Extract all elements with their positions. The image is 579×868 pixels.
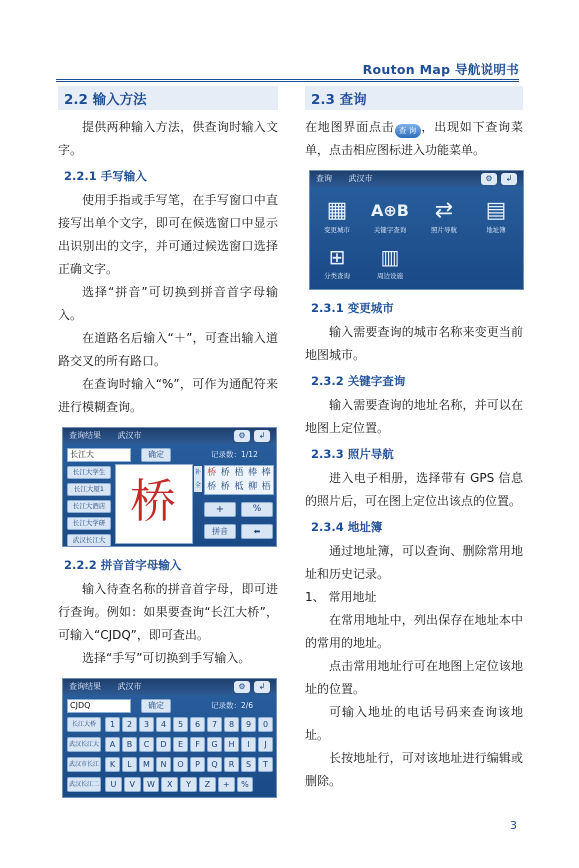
candidate-char[interactable]: 梧 [261,482,271,492]
screenshot-query-menu [309,170,524,290]
page-number: 3 [510,819,517,832]
screenshot-city: 武汉市 [117,431,142,440]
percent-button[interactable]: % [241,502,273,517]
result-item[interactable]: 长江大学生 [67,466,111,479]
address-book-item[interactable] [476,197,516,234]
right-column [305,86,523,793]
keyboard-key[interactable]: T [258,757,273,772]
keyboard-row [105,757,273,772]
paragraph: 在道路名后输入“＋”，可查出输入道路交叉的所有路口。 [58,331,278,368]
screenshot-pinyin-input [62,678,277,798]
result-item[interactable]: 长江大厦1 [67,483,111,496]
candidate-char[interactable]: 桥 [220,482,230,492]
paragraph: 输入需要查询的地址名称，并可以在地图上定位置。 [305,398,523,435]
paragraph: 选择“拼音”可切换到拼音首字母输入。 [58,285,278,322]
keyboard-key[interactable]: J [258,737,273,752]
handwritten-character: 桥 [130,474,176,528]
keyboard-key[interactable]: O [173,757,188,772]
keyboard-key[interactable]: 4 [156,717,171,732]
left-column [58,86,278,808]
subsection-title-change-city: 2.3.1 变更城市 [311,301,394,315]
keyboard-key[interactable]: 8 [224,717,239,732]
search-input[interactable]: 长江大 [67,448,131,462]
subsection-title-photo: 2.3.3 照片导航 [311,447,394,461]
result-item[interactable]: 武汉长江大 [67,737,101,752]
paragraph: 选择“手写”可切换到手写输入。 [82,651,251,665]
list-item-heading: 1、 常用地址 [305,590,377,604]
settings-icon[interactable]: ⚙ [234,430,250,442]
section-title-input-methods: 2.2 输入方法 [58,86,278,110]
result-item[interactable]: 武汉长江二 [67,777,101,792]
candidate-char[interactable]: 棒 [261,468,271,478]
keyboard-key[interactable]: H [224,737,239,752]
keyboard-key[interactable]: F [190,737,205,752]
keyboard-key[interactable]: B [122,737,137,752]
paragraph: 在查询时输入“%”，可作为通配符来进行模糊查询。 [58,377,278,414]
nearby-facilities-item[interactable] [368,243,412,280]
candidate-char[interactable]: 梧 [234,468,244,478]
intro-text-a: 在地图界面点击 [305,120,395,134]
photo-navigation-item[interactable] [422,197,466,234]
subsection-title-keyword: 2.3.2 关键字查询 [311,374,406,388]
paragraph [305,116,523,162]
keyword-search-icon: A⊕B [371,201,409,220]
menu-item-label: 关键字查询 [373,226,407,234]
menu-item-label: 分类查询 [324,272,350,280]
keyboard-row [105,777,273,792]
result-item[interactable]: 长江大桥 [67,717,101,732]
paragraph: 长按地址行，可对该地址进行编辑或删除。 [305,751,523,788]
record-count [211,449,258,460]
paragraph: 可输入地址的电话号码来查询该地址。 [305,705,523,742]
screenshot-city: 武汉市 [348,174,373,183]
plus-button[interactable]: + [204,502,236,517]
category-search-item[interactable] [318,243,356,280]
paragraph: 输入待查名称的拼音首字母，即可进行查询。例如：如果要查询“长江大桥”，可输入“CJDQ”，即可查出。 [58,582,278,642]
result-item[interactable]: 长江大酒店 [67,500,111,513]
query-button-icon: 查 询 [395,124,421,138]
keyboard-key[interactable]: C [139,737,154,752]
header-rule [56,79,519,82]
screenshot-title: 查询 [316,174,332,183]
paragraph: 通过地址簿，可以查询、删除常用地址和历史记录。 [305,544,523,581]
screenshot-titlebar [63,428,276,444]
keyboard-key[interactable]: % [237,777,254,792]
candidate-char[interactable]: 桥 [207,482,217,492]
candidate-char[interactable]: 柳 [248,482,258,492]
keyboard-key[interactable]: Q [207,757,222,772]
candidate-char[interactable]: 棒 [248,468,258,478]
screenshot-titlebar [310,171,523,187]
keyboard-key[interactable]: Z [199,777,216,792]
keyboard-key[interactable]: P [190,757,205,772]
record-count [211,700,253,711]
paragraph: 点击常用地址行可在地图上定位该地址的位置。 [305,659,523,696]
keyboard-key[interactable]: M [139,757,154,772]
return-icon[interactable]: ↲ [501,173,517,185]
keyboard-key[interactable]: 0 [258,717,273,732]
confirm-button[interactable]: 确定 [141,699,171,713]
subsection-title-address-book: 2.3.4 地址簿 [311,520,383,534]
search-input[interactable]: CJDQ [67,699,131,713]
keyword-search-item[interactable] [368,197,412,234]
keyboard-key[interactable]: N [156,757,171,772]
candidate-window [204,465,274,495]
confirm-button[interactable]: 确定 [141,448,171,462]
keyboard-key[interactable]: E [173,737,188,752]
settings-icon[interactable]: ⚙ [481,173,497,185]
intro-text-b: ，出现如下查询菜单，点击相应图标进入功能菜单。 [305,120,523,157]
screenshot-title: 查询结果 [69,682,101,691]
menu-item-label: 周边设施 [377,272,403,280]
menu-item-label: 变更城市 [324,226,350,234]
result-list [67,466,111,547]
keyboard-key[interactable]: Y [180,777,197,792]
keyboard-key[interactable]: R [224,757,239,772]
city-grid-icon: ▦ [326,198,348,223]
keyboard-key[interactable]: I [241,737,256,752]
record-count-label: 记录数： [211,450,241,459]
backspace-icon[interactable]: ⬅ [241,524,273,539]
result-item[interactable]: 武汉长江大 [67,534,111,547]
pinyin-keyboard [105,717,273,797]
keyboard-key[interactable]: V [124,777,141,792]
candidate-side-label: 补全 [194,466,202,492]
keyboard-key[interactable]: 5 [173,717,188,732]
paragraph: 提供两种输入方法，供查询时输入文字。 [58,120,278,157]
menu-item-label: 地址簿 [486,226,506,234]
keyboard-key[interactable]: + [218,777,235,792]
change-city-item[interactable] [318,197,356,234]
keyboard-key[interactable]: 9 [241,717,256,732]
paragraph: 输入需要查询的城市名称来变更当前地图城市。 [305,325,523,362]
keyboard-key[interactable]: 7 [207,717,222,732]
keyboard-key[interactable]: A [105,737,120,752]
keyboard-key[interactable]: X [161,777,178,792]
return-icon[interactable]: ↲ [254,681,270,693]
screenshot-handwriting-input [62,427,277,547]
subsection-title-pinyin: 2.2.2 拼音首字母输入 [64,558,182,572]
result-list [67,717,101,797]
keyboard-key[interactable]: 1 [105,717,120,732]
result-item[interactable]: 长江大学研 [67,517,111,530]
record-count-label: 记录数： [211,701,241,710]
photo-navigation-icon: ⇄ [434,198,454,223]
result-item[interactable]: 武汉市长江 [67,757,101,772]
address-book-icon: ▤ [485,198,507,223]
handwriting-pad[interactable] [115,464,193,544]
keyboard-key[interactable]: S [241,757,256,772]
paragraph: 进入电子相册，选择带有 GPS 信息的照片后，可在图上定位出该点的位置。 [305,471,523,508]
screenshot-title: 查询结果 [69,431,101,440]
menu-item-label: 照片导航 [431,226,457,234]
keyboard-key[interactable]: 2 [122,717,137,732]
keyboard-key[interactable]: 6 [190,717,205,732]
category-search-icon: ⊞ [328,245,346,269]
page-header [56,58,519,80]
record-count-value: 1/12 [241,450,258,459]
paragraph: 使用手指或手写笔，在手写窗口中直接写出单个文字，即可在候选窗口中显示出识别出的文字，并可通过候选窗口选择正确文字。 [58,193,278,276]
keyboard-key[interactable]: 3 [139,717,154,732]
section-title-query: 2.3 查询 [305,86,523,110]
paragraph: 在常用地址中，列出保存在地址本中的常用的地址。 [305,613,523,650]
keyboard-key[interactable]: U [105,777,122,792]
keyboard-key[interactable]: D [156,737,171,752]
candidate-char[interactable]: 柢 [234,482,244,492]
keyboard-key[interactable]: G [207,737,222,752]
keyboard-key[interactable]: W [143,777,160,792]
screenshot-city: 武汉市 [117,682,142,691]
header-title: Routon Map 导航说明书 [362,62,519,77]
candidate-char[interactable]: 桥 [207,468,217,478]
subsection-title-handwriting: 2.2.1 手写输入 [64,169,147,183]
settings-icon[interactable]: ⚙ [234,681,250,693]
keyboard-key[interactable]: K [105,757,120,772]
building-icon: ▥ [380,245,400,269]
return-icon[interactable]: ↲ [254,430,270,442]
keyboard-row [105,717,273,732]
candidate-char[interactable]: 桥 [220,468,230,478]
pinyin-button[interactable]: 拼音 [204,524,236,539]
screenshot-titlebar [63,679,276,695]
keyboard-row [105,737,273,752]
keyboard-key[interactable]: L [122,757,137,772]
record-count-value: 2/6 [241,701,254,710]
